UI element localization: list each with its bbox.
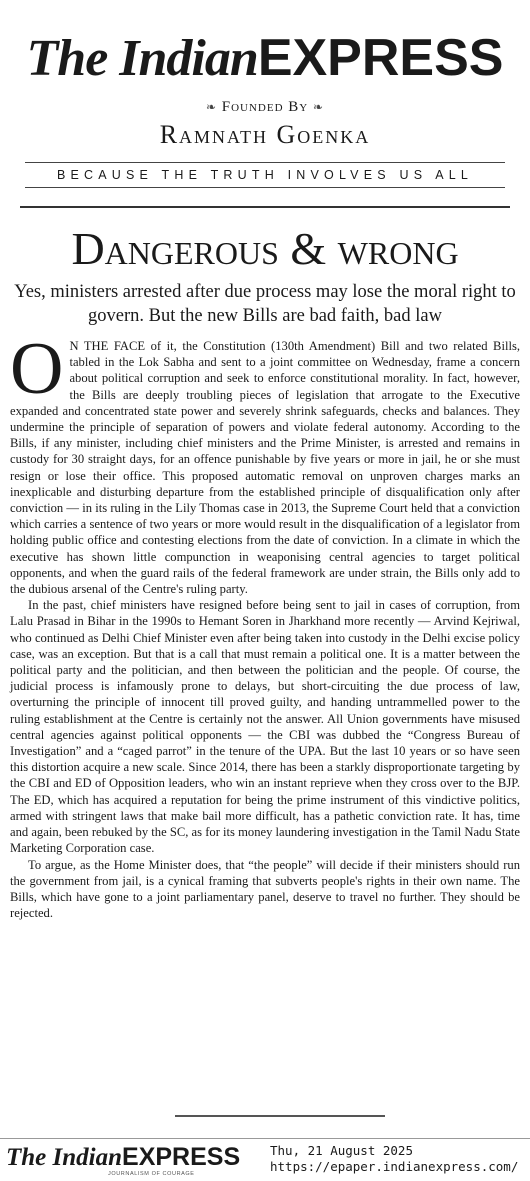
paragraph-1: [10, 328, 520, 597]
founded-by-label: Founded By: [221, 99, 309, 115]
tagline: BECAUSE THE TRUTH INVOLVES US ALL: [25, 162, 505, 188]
ornament-left-icon: ❧: [205, 100, 217, 114]
footer-logo-express: EXPRESS: [122, 1143, 241, 1171]
article-standfirst: Yes, ministers arrested after due process may lose the moral right to govern. But the new Bills are bad faith, bad law: [14, 282, 516, 326]
article-body: [10, 328, 520, 921]
founder-name: Ramnath Goenka: [159, 120, 371, 149]
footer-logo[interactable]: [6, 1143, 240, 1172]
edition-date: Thu, 21 August 2025: [270, 1143, 413, 1158]
logo-title-italic: The Indian: [26, 30, 258, 87]
newspaper-logo: [0, 30, 530, 87]
masthead: [0, 0, 530, 188]
drop-cap: O: [10, 328, 64, 410]
article-end-rule: [175, 1115, 385, 1117]
paragraph-2: In the past, chief ministers have resigned before being sent to jail in cases of corruption, from Lalu Prasad in Bihar in the 1990s to Hemant Soren in Jharkhand more recently — Arvind Kejriwal, who continued as Delhi Chief Minister even after being taken into custody in the Delhi excise policy case, was an exception. But that is a call that must remain a political one. It is a matter between the political party and the politician, and then between the politician and the people. Of course, the judicial process is infamously prone to delays, but short-circuiting the due process of law, overturning the principle of innocent till proved guilty, and handing untrammelled power to the ruling establishment at the Centre is certainly not the answer. All Union governments have misused central agencies against political opponents — the CBI was dubbed the “Congress Bureau of Investigation” and a “caged parrot” in the tenure of the UPA. But the last 10 years or so have seen this distortion acquire a new scale. Since 2014, there has been a starkly disproportionate targeting by the CBI and ED of Opposition leaders, who win an instant reprieve when they cross over to the BJP. The ED, which has acquired a reputation for being the prime instrument of this vindictive politics, armed with stringent laws that make bail more difficult, has a pathetic conviction rate. It has, time and again, been rebuked by the SC, as for its money laundering investigation in the Tamil Nadu State Marketing Corporation case.: [10, 598, 520, 856]
article-headline: Dangerous & wrong: [71, 223, 459, 274]
lead-words: N THE FACE: [69, 339, 146, 353]
epaper-url-link[interactable]: https://epaper.indianexpress.com/: [270, 1159, 519, 1174]
epaper-footer: [0, 1138, 530, 1181]
headline-divider: [20, 206, 510, 208]
footer-logo-subtitle: JOURNALISM OF COURAGE: [108, 1171, 195, 1177]
paragraph-1-text: of it, the Constitution (130th Amendment) Bill and two related Bills, tabled in the Lok Sabha and sent to a joint committee on Wednesday, frame a concern about political corruption and seek to enforce constitutional morality. In fact, however, the Bills are deeply troubling pieces of legislation that arrogate to the Executive expanded and concentrated state power and severely shrink safeguards, checks and balances. They undermine the principle of separation of powers and violate federal autonomy. According to the Bills, if any minister, including chief ministers and the Prime Minister, is arrested and remains in custody for 30 straight days, for an offence punishable by five years or more in jail, he or she must resign or lose their office. This proposed automatic removal on unproven charges marks an inexplicable and disturbing departure from the established principle of disqualification only after conviction — in its ruling in the Lily Thomas case in 2013, the Supreme Court held that a conviction which carries a sentence of two years or more would result in the disqualification of a legislator from holding public office and contesting elections from the date of conviction. In a climate in which the executive has shown little compunction in weaponising central agencies to target political opponents, and when the guard rails of the federal framework are under strain, the Bills only add to the dubious arsenal of the Centre's ruling party.: [10, 339, 520, 597]
logo-title-express: EXPRESS: [257, 29, 504, 87]
founded-by-line: [0, 99, 530, 116]
footer-logo-italic: The Indian: [6, 1144, 123, 1171]
ornament-right-icon: ❧: [312, 100, 325, 114]
paragraph-3: To argue, as the Home Minister does, that “the people” will decide if their ministers should run the government from jail, is a cynical framing that subverts people's rights in their own name. The Bills, which have gone to a joint parliamentary panel, deserve to travel no further. They should be rejected.: [10, 857, 520, 921]
